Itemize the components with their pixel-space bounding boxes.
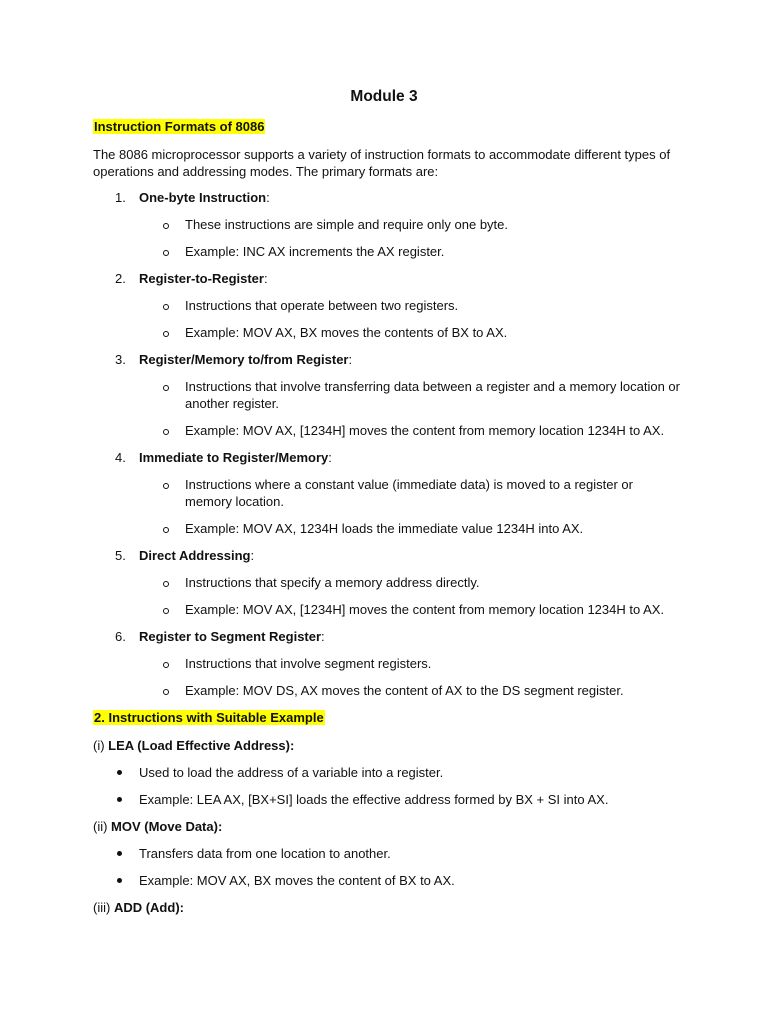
instruction-colon: : [179,900,184,915]
list-item [139,216,683,233]
point-text: Example: LEA AX, [BX+SI] loads the effective address formed by BX + SI into AX. [139,792,609,807]
list-number: 3. [115,352,126,367]
format-title [139,547,683,564]
list-item [139,324,683,341]
document-page [93,88,683,926]
format-points [139,216,683,260]
format-item [93,189,683,260]
hollow-bullet-icon [163,250,169,256]
format-title-colon: : [263,271,268,286]
list-item [93,791,683,808]
format-item [93,351,683,439]
point-text: These instructions are simple and require only one byte. [185,217,509,232]
hollow-bullet-icon [163,429,169,435]
point-text: Example: MOV AX, [1234H] moves the content from memory location 1234H to AX. [185,423,665,438]
list-item [139,297,683,314]
list-item [139,601,683,618]
format-title-colon: : [266,190,270,205]
list-number: 6. [115,629,126,644]
instructions-list [93,737,683,916]
instruction-colon: : [217,819,223,834]
format-title-colon: : [348,352,353,367]
format-item [93,628,683,699]
format-title [139,189,683,206]
instruction-prefix: (ii) [93,819,112,834]
format-title [139,351,683,368]
point-text: Example: MOV DS, AX moves the content of AX to the DS segment register. [185,683,624,698]
hollow-bullet-icon [163,527,169,533]
hollow-bullet-icon [163,331,169,337]
instruction-points [93,845,683,889]
list-number: 2. [115,271,126,286]
formats-list [93,189,683,699]
instruction-prefix: (iii) [93,900,114,915]
list-item [93,764,683,781]
hollow-bullet-icon [163,304,169,310]
hollow-bullet-icon [163,581,169,587]
list-item [139,422,683,439]
instruction-heading [93,818,683,835]
point-text: Instructions that specify a memory address directly. [185,575,480,590]
point-text: Example: MOV AX, BX moves the content of BX to AX. [139,873,455,888]
format-points [139,574,683,618]
point-text: Instructions that involve segment registers. [185,656,432,671]
hollow-bullet-icon [163,385,169,391]
format-points [139,655,683,699]
format-points [139,297,683,341]
list-item [139,520,683,537]
format-item [93,449,683,537]
point-text: Example: MOV AX, [1234H] moves the content from memory location 1234H to AX. [185,602,665,617]
bullet-icon [117,770,122,775]
format-item [93,547,683,618]
format-title-text: Register to Segment Register [139,629,322,644]
point-text: Instructions where a constant value (immediate data) is moved to a register or memory location. [185,477,633,509]
format-item [93,270,683,341]
list-number: 4. [115,450,126,465]
format-title [139,270,683,287]
list-item [139,243,683,260]
point-text: Example: MOV AX, 1234H loads the immediate value 1234H into AX. [185,521,584,536]
list-item [139,378,683,412]
format-title [139,449,683,466]
point-text: Transfers data from one location to another. [139,846,391,861]
list-item [139,476,683,510]
point-text: Instructions that operate between two registers. [185,298,459,313]
hollow-bullet-icon [163,483,169,489]
format-title-colon: : [250,548,255,563]
format-title-text: Immediate to Register/Memory [139,450,329,465]
hollow-bullet-icon [163,689,169,695]
point-text: Example: INC AX increments the AX register. [185,244,445,259]
list-item [139,574,683,591]
list-number: 5. [115,548,126,563]
format-title [139,628,683,645]
format-points [139,378,683,439]
bullet-icon [117,851,122,856]
instruction-name: MOV (Move Data) [111,819,218,834]
bullet-icon [117,797,122,802]
hollow-bullet-icon [163,223,169,229]
instruction-colon: : [289,738,295,753]
instruction-heading [93,737,683,754]
instruction-points [93,764,683,808]
instruction-heading [93,899,683,916]
point-text: Example: MOV AX, BX moves the contents of BX to AX. [185,325,508,340]
highlighted-heading: Instruction Formats of 8086 [94,119,265,134]
point-text: Instructions that involve transferring data between a register and a memory location or another register. [185,379,680,411]
format-title-colon: : [321,629,325,644]
format-title-text: Register-to-Register [139,271,264,286]
format-title-text: One-byte Instruction [139,190,267,205]
point-text: Used to load the address of a variable into a register. [139,765,444,780]
list-number: 1. [115,190,126,205]
format-title-text: Register/Memory to/from Register [139,352,349,367]
page-title: Module 3 [350,88,418,105]
format-title-colon: : [328,450,332,465]
intro-paragraph: The 8086 microprocessor supports a variety of instruction formats to accommodate different types of operations and addressing modes. The primary formats are: [93,147,671,179]
instruction-name: ADD (Add) [113,900,180,915]
highlighted-heading: 2. Instructions with Suitable Example [94,710,324,725]
bullet-icon [117,878,122,883]
format-title-text: Direct Addressing [139,548,251,563]
hollow-bullet-icon [163,608,169,614]
instruction-name: LEA (Load Effective Address) [108,738,290,753]
format-points [139,476,683,537]
section-heading-formats [93,118,683,135]
instruction-prefix: (i) [93,738,109,753]
list-item [93,872,683,889]
hollow-bullet-icon [163,662,169,668]
list-item [139,655,683,672]
list-item [93,845,683,862]
list-item [139,682,683,699]
section-heading-instructions [93,709,683,726]
